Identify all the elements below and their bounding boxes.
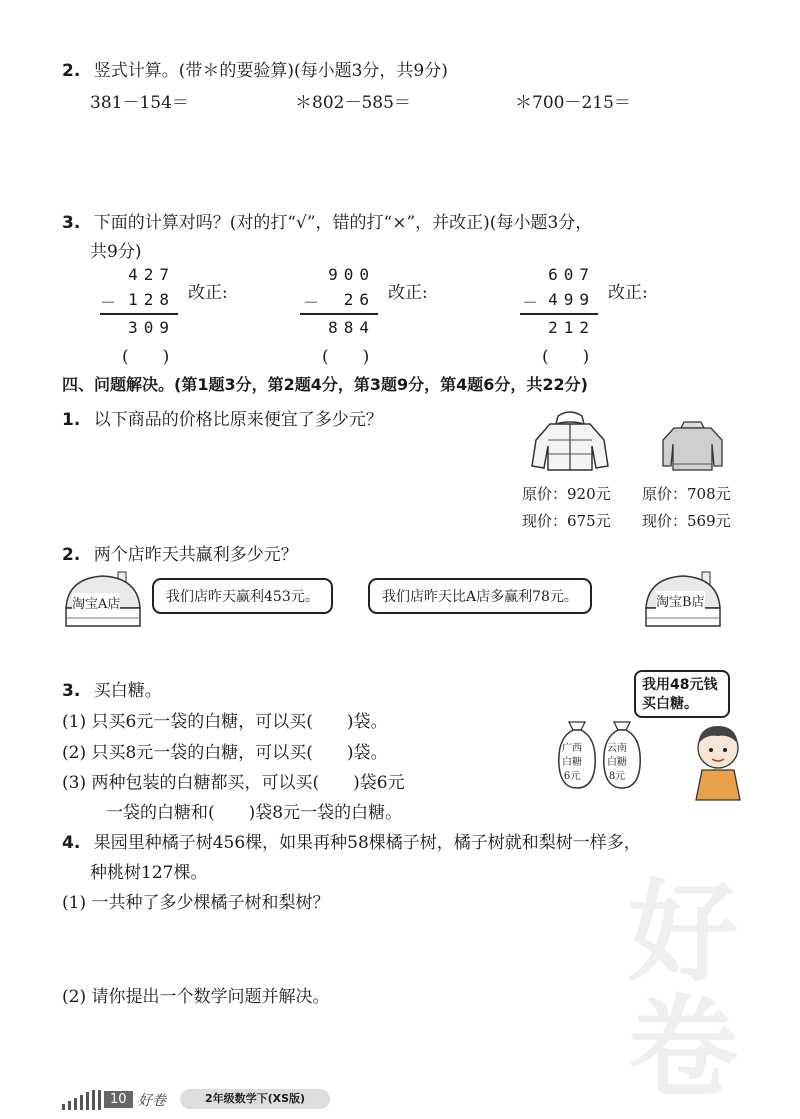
- kid-icon: [690, 722, 748, 802]
- watermark-char: 好: [628, 869, 738, 997]
- bag-line: 6元: [563, 771, 581, 782]
- expr-1: 381－154＝: [90, 93, 189, 113]
- q-title: 买白糖。: [93, 681, 162, 701]
- calc-bottom: 128: [128, 290, 175, 309]
- sugar-bag-label: [562, 742, 582, 784]
- q-number: 3.: [62, 213, 81, 233]
- q-number: 3.: [62, 681, 81, 701]
- answer-parens[interactable]: ( ): [542, 347, 590, 367]
- correct-label: 改正:: [188, 283, 228, 303]
- q-number: 1.: [62, 410, 81, 430]
- price-original: 原价：920元: [522, 485, 611, 503]
- calc-top: 900: [328, 265, 375, 284]
- correct-label: 改正:: [608, 283, 648, 303]
- q2b-heading: [62, 540, 298, 565]
- calc-op: －: [303, 293, 326, 312]
- sugar-bag-label: [607, 742, 627, 784]
- answer-parens[interactable]: ( ): [322, 347, 370, 367]
- q-number: 4.: [62, 833, 81, 853]
- price-original: 原价：708元: [642, 485, 731, 503]
- store-a-label: 淘宝A店: [72, 593, 120, 612]
- bag-line: 8元: [608, 771, 626, 782]
- bag-line: 白糖: [607, 757, 627, 768]
- q3b-sub3-cont: 一袋的白糖和( )袋8元一袋的白糖。: [106, 803, 403, 823]
- kid-bubble-line: 买白糖。: [642, 696, 698, 712]
- calc-op: －: [100, 293, 123, 312]
- q3b-sub1: (1) 只买6元一袋的白糖，可以买( )袋。: [62, 712, 388, 732]
- calc-result: 309: [128, 318, 175, 337]
- q-title: 果园里种橘子树456棵，如果再种58棵橘子树，橘子树就和梨树一样多，: [93, 833, 641, 853]
- calc-bottom: 26: [343, 290, 375, 309]
- calc-top: 427: [128, 265, 175, 284]
- calc-top: 607: [548, 265, 595, 284]
- correct-label: 改正:: [388, 283, 428, 303]
- calc-line: [300, 313, 378, 315]
- q-title: 下面的计算对吗？(对的打“√”，错的打“×”，并改正)(每小题3分，: [93, 213, 593, 233]
- section-title: 四、问题解决。(第1题3分，第2题4分，第3题9分，第4题6分，共22分): [62, 375, 588, 394]
- footer-book-title: 2年级数学下(XS版): [180, 1089, 330, 1109]
- expr-3: ＊700－215＝: [515, 93, 631, 113]
- q-title: 以下商品的价格比原来便宜了多少元？: [93, 410, 383, 430]
- q-title: 两个店昨天共赢利多少元？: [93, 545, 298, 565]
- q3-heading-cont: 共9分): [90, 242, 142, 262]
- calc-line: [520, 313, 598, 315]
- q4-heading: [62, 828, 641, 853]
- calc-result: 212: [548, 318, 595, 337]
- calc-result: 884: [328, 318, 375, 337]
- jacket-icon: [530, 410, 610, 475]
- q4-sub1: (1) 一共种了多少棵橘子树和梨树？: [62, 893, 330, 913]
- price-current: 现价：569元: [642, 512, 731, 530]
- store-b-label: 淘宝B店: [656, 591, 705, 610]
- q2-heading: [62, 56, 448, 81]
- q3b-sub3: (3) 两种包装的白糖都买，可以买( )袋6元: [62, 773, 405, 793]
- expr-2: ＊802－585＝: [295, 93, 411, 113]
- bag-line: 云南: [607, 743, 627, 754]
- q-number: 2.: [62, 545, 81, 565]
- watermark-char: 卷: [628, 984, 738, 1112]
- store-a-bubble: 我们店昨天赢利453元。: [152, 578, 333, 614]
- q4-sub2: (2) 请你提出一个数学问题并解决。: [62, 987, 330, 1007]
- calc-bottom: 499: [548, 290, 595, 309]
- q3b-heading: [62, 676, 162, 701]
- q1-heading: [62, 405, 383, 430]
- q-title: 竖式计算。(带＊的要验算)(每小题3分，共9分): [93, 61, 448, 81]
- price-current: 现价：675元: [522, 512, 611, 530]
- q3b-sub2: (2) 只买8元一袋的白糖，可以买( )袋。: [62, 743, 388, 763]
- q3-heading: [62, 208, 592, 233]
- answer-parens[interactable]: ( ): [122, 347, 170, 367]
- footer-brand: 好卷: [138, 1093, 166, 1109]
- kid-bubble: [634, 670, 730, 718]
- store-b-bubble: 我们店昨天比A店多赢利78元。: [368, 578, 592, 614]
- bag-line: 广西: [562, 743, 582, 754]
- sweater-icon: [660, 418, 725, 473]
- footer-bars-icon: [60, 1088, 110, 1110]
- q-number: 2.: [62, 61, 81, 81]
- page-number: 10: [104, 1091, 133, 1108]
- calc-line: [100, 313, 178, 315]
- q4-line2: 种桃树127棵。: [90, 863, 208, 883]
- bag-line: 白糖: [562, 757, 582, 768]
- calc-op: －: [522, 293, 545, 312]
- kid-bubble-line: 我用48元钱: [642, 677, 718, 693]
